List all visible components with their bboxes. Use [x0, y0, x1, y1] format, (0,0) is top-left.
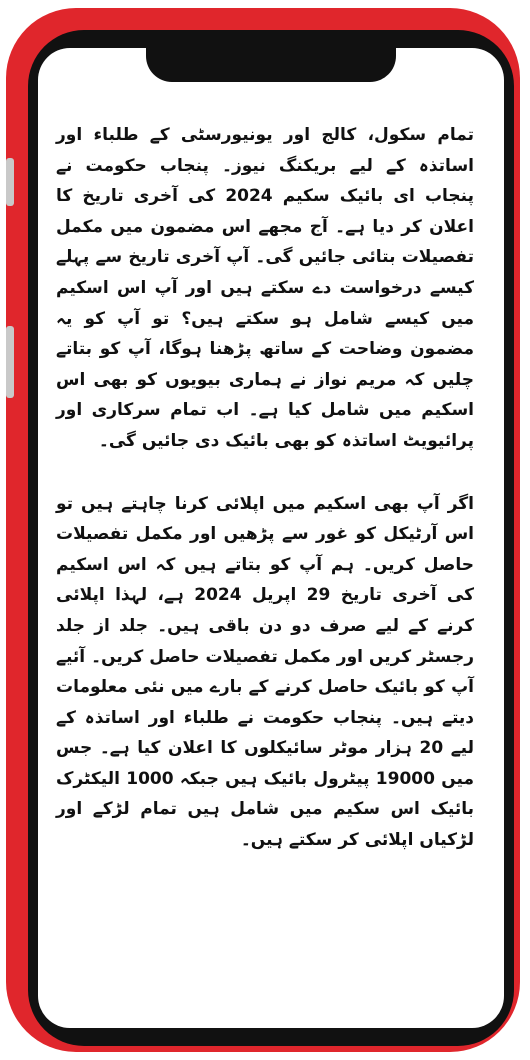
- article-body: [56, 120, 474, 856]
- article-paragraph-2: اگر آپ بھی اسکیم میں اپلائی کرنا چاہتے ہیں تو اس آرٹیکل کو غور سے پڑھیں اور مکمل تفصیلات حاصل کریں۔ ہم آپ کو بتاتے ہیں کہ اس اسکیم کی آخری تاریخ 29 اپریل 2024 ہے، لہذا اپلائی کرنے کے لیے صرف دو دن باقی ہیں۔ جلد از جلد رجسٹر کریں اور مکمل تفصیلات حاصل کریں۔ آئیے آپ کو بائیک حاصل کرنے کے بارے میں نئی معلومات دیتے ہیں۔ پنجاب حکومت نے طلباء اور اساتذہ کے لیے 20 ہزار موٹر سائیکلوں کا اعلان کیا ہے۔ جس میں 19000 پیٹرول بائیک ہیں جبکہ 1000 الیکٹرک بائیک اس سکیم میں شامل ہیں تمام لڑکے اور لڑکیاں اپلائی کر سکتے ہیں۔: [56, 493, 475, 851]
- volume-button: [6, 158, 14, 206]
- phone-notch: [146, 30, 396, 82]
- power-button: [6, 326, 14, 398]
- article-paragraph-1: تمام سکول، کالج اور یونیورسٹی کے طلباء اور اساتذہ کے لیے بریکنگ نیوز۔ پنجاب حکومت نے پنجاب ای بائیک سکیم 2024 کی آخری تاریخ کا اعلان کر دیا ہے۔ آج مجھے اس مضمون میں مکمل تفصیلات بتائی جائیں گی۔ آپ آخری تاریخ سے پہلے کیسے درخواست دے سکتے ہیں اور آپ اس اسکیم میں کیسے شامل ہو سکتے ہیں؟ تو آپ کو یہ مضمون وضاحت کے ساتھ پڑھنا ہوگا، آپ کو بتاتے چلیں کہ مریم نواز نے ہماری بیویوں کو بھی اس اسکیم میں شامل کیا ہے۔ اب تمام سرکاری اور پرائیویٹ اساتذہ کو بھی بائیک دی جائیں گی۔: [56, 125, 474, 451]
